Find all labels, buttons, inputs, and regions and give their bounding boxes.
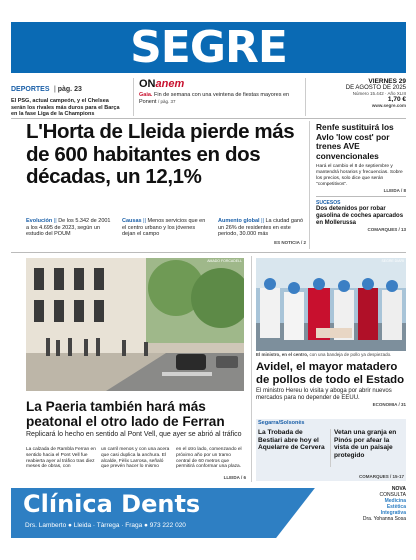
ad-badge-line2: Estètica: [386, 504, 406, 510]
lead-col2-kicker: Causas: [122, 218, 142, 224]
lead-page-ref: ES NOTICIA / 2: [274, 239, 306, 245]
onanem-teaser[interactable]: [139, 78, 299, 105]
factory-photo: [256, 258, 406, 351]
lead-col2-text: Menos servicios que en el centro urbano y los jóvenes dejan el campo: [122, 218, 206, 238]
issue-number: Número 15.442 · Año XLIII: [352, 91, 406, 96]
sidebar-brief-ref: COMARQUES / 13: [367, 226, 406, 232]
sidebar-headline: Renfe sustituirá los Avlo 'low cost' por trenes AVE convencionales: [316, 122, 394, 161]
lead-col1-text: De los 5.342 de 2001 a los 4.695 de 2023, según un estudio del POUM: [26, 218, 111, 238]
paeria-headline: La Paeria también hará más peatonal el otro lado de Ferran: [26, 399, 225, 430]
segarra-brief1[interactable]: La Trobada de Bestiari abre hoy el Aquelarre de Cervera: [258, 429, 325, 452]
paeria-col2: un carril menos y con una acera que casi duplica la anchura. El alcalde, Fèlix Larrosa, señaló que prevén hacer lo mismo: [101, 447, 170, 470]
ad-badge: [318, 486, 406, 542]
ad-doctor: Dra. Yohanna Sosa: [362, 516, 406, 522]
factory-photo-credit: SEGRE DIARI: [381, 259, 404, 263]
top-left-teaser[interactable]: DEPORTES | pàg. 23 El PSG, actual campeón, y el Chelsea serán los rivales más duros para el Barça en la fase Liga de la Champions: [11, 78, 123, 118]
date-full: DE AGOSTO DE 2025: [345, 85, 406, 91]
avidel-headline: Avidel, el mayor matadero de pollos de todo el Estado: [256, 361, 405, 386]
sidebar-page-ref: LLEIDA / 8: [383, 187, 406, 193]
lead-col3-text: La ciudad ganó un 26% de residentes en este periodo, 30.000 más: [218, 218, 304, 238]
date-day: VIERNES 29: [368, 78, 406, 85]
ad-banner[interactable]: [11, 484, 406, 544]
street-photo-credit: AMADO FORCADELL: [207, 259, 242, 263]
segarra-brief2[interactable]: Vetan una granja en Pinós por afear la vista de un paisaje protegido: [334, 429, 397, 459]
ad-badge-new: NOVA: [391, 486, 406, 492]
paeria-story[interactable]: [26, 399, 248, 439]
price: 1,70 €: [387, 96, 406, 103]
paeria-subhead: Replicará lo hecho en sentido al Pont Vell, que ayer se abrió al tráfico: [26, 431, 242, 439]
segarra-section: Segarra/Solsonès: [258, 420, 305, 426]
lead-headline: L'Horta de Lleida pierde más de 600 habitantes en dos décadas, un 12,1%: [26, 120, 295, 188]
ad-brand: Clínica Dents: [23, 490, 201, 518]
ad-badge-line1: Medicina: [384, 498, 406, 504]
paeria-col3: en el otro lado, comenzando el próximo año por un tramo central de 60 metros que permitirá conformar una plaza.: [176, 447, 242, 470]
page-ref: pàg. 23: [57, 86, 82, 93]
ad-address: Drs. Lamberto ● Lleida · Tàrrega · Fraga ● 973 222 020: [25, 522, 186, 529]
sidebar-brief-headline: Dos detenidos por robar gasolina de coches aparcados en Mollerussa: [316, 205, 404, 226]
masthead: [11, 22, 406, 73]
lead-story[interactable]: [26, 121, 302, 189]
masthead-logo: SEGRE: [130, 22, 287, 73]
onanem-page-ref: / pàg. 37: [157, 98, 176, 104]
onanem-kicker: Gaia.: [139, 92, 153, 98]
paeria-col1: La calzada de Rambla Ferran en sentido hacia el Pont Vell fue reabierta ayer al tráfico tras diez meses de obras, con: [26, 447, 96, 470]
ad-badge-line3: Integrativa: [380, 510, 406, 516]
teaser-text: El PSG, actual campeón, y el Chelsea serán los rivales más duros para el Barça en la fase Liga de la Champions: [11, 98, 120, 118]
sidebar-section: SUCESOS: [316, 199, 341, 206]
factory-caption: El ministro, en el centro, con una bandeja de pollo ya despiezado.: [256, 352, 392, 357]
sidebar-text: Hará el cambio el 8 de septiembre y mantendrá horarios y frecuencias. Sobre los precios, solo dice que serán "competitivos".: [316, 164, 403, 187]
avidel-page-ref: ECONOMIA / 31: [372, 402, 406, 408]
avidel-story[interactable]: [256, 361, 406, 407]
onanem-text: Fin de semana con una veintena de fiestas mayores en Ponent: [139, 92, 290, 105]
street-photo: [26, 258, 244, 391]
avidel-text: El ministro Hereu lo visita y aboga por abrir nuevos mercados para no depender de EEUU.: [256, 388, 392, 402]
segarra-page-ref: COMARQUES / 15-17: [358, 474, 404, 479]
dateline: [310, 78, 406, 108]
ad-diagonal: [273, 484, 318, 542]
ad-badge-consulta: CONSULTA: [379, 492, 406, 498]
lead-col1-kicker: Evolución: [26, 218, 53, 224]
website[interactable]: www.segre.com: [371, 103, 406, 108]
paeria-page-ref: LLEIDA / 6: [223, 475, 246, 480]
section-label: DEPORTES: [11, 86, 50, 93]
sidebar[interactable]: [316, 123, 406, 232]
onanem-logo: ONanem: [139, 78, 185, 90]
lead-col3-kicker: Aumento global: [218, 218, 260, 224]
